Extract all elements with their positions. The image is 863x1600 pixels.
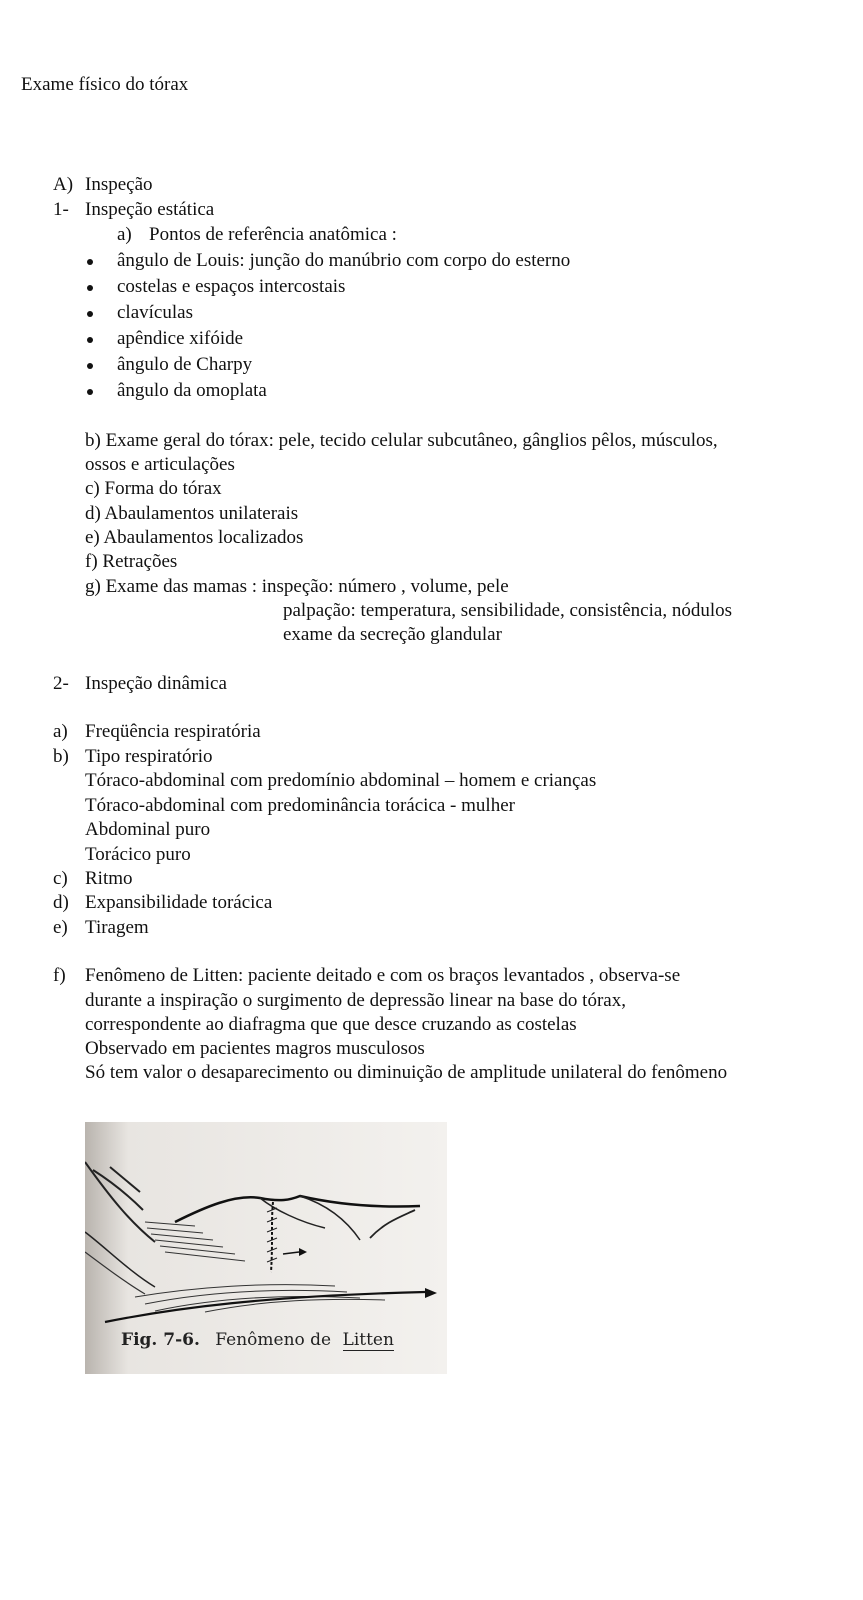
part2-item: Ritmo [85,868,133,889]
part1-item-e: e) Abaulamentos localizados [85,527,304,548]
figure-caption-term: Litten [342,1330,394,1350]
part2-item: Expansibilidade torácica [85,892,273,913]
part1-item-d: d) Abaulamentos unilaterais [85,503,299,524]
bullet-dot [87,285,93,291]
part1-sub-a-marker: a) [117,224,132,245]
litten-text-line: Observado em pacientes magros musculosos [85,1038,425,1059]
part1-label: Inspeção estática [85,199,215,220]
part1-item-g-palpacao: palpação: temperatura, sensibilidade, consistência, nódulos [283,600,732,621]
bullet-item: apêndice xifóide [117,328,244,349]
bullet-item: ângulo de Charpy [117,354,253,375]
bullet-dot [87,259,93,265]
figure-number: Fig. 7-6. [121,1330,200,1350]
part2-item-marker: b) [53,746,69,767]
part2-item-marker: d) [53,892,69,913]
litten-text-line: correspondente ao diafragma que que desce cruzando as costelas [85,1014,577,1035]
bullet-item: costelas e espaços intercostais [117,276,346,297]
page-title: Exame físico do tórax [21,74,189,95]
bullet-dot [87,363,93,369]
part1-item-b: b) Exame geral do tórax: pele, tecido celular subcutâneo, gânglios pêlos, músculos, [85,430,718,451]
bullet-dot [87,389,93,395]
part1-item-g: g) Exame das mamas : inspeção: número , volume, pele [85,576,509,597]
part1-item-c: c) Forma do tórax [85,478,222,499]
figure-caption [121,1330,394,1350]
litten-figure [85,1122,447,1374]
part2-item: Tiragem [85,917,149,938]
figure-caption-text: Fenômeno de [215,1330,332,1350]
part2-item: Tóraco-abdominal com predominância torácica - mulher [85,795,515,816]
section-a-marker: A) [53,174,74,195]
part2-item: Torácico puro [85,844,191,865]
part1-marker: 1- [53,199,69,220]
part2-marker: 2- [53,673,69,694]
part2-item-marker: a) [53,721,68,742]
part2-item: Abdominal puro [85,819,211,840]
part2-item-marker: c) [53,868,68,889]
part1-item-g-secrecao: exame da secreção glandular [283,624,502,645]
part1-item-b-cont: ossos e articulações [85,454,235,475]
part2-item: Tóraco-abdominal com predomínio abdominal – homem e crianças [85,770,597,791]
section-a-label: Inspeção [85,174,153,195]
part1-sub-a-label: Pontos de referência anatômica : [149,224,397,245]
part2-label: Inspeção dinâmica [85,673,227,694]
part2-item-marker: e) [53,917,68,938]
bullet-item: clavículas [117,302,193,323]
litten-text-line: Fenômeno de Litten: paciente deitado e com os braços levantados , observa-se [85,965,681,986]
part1-item-f: f) Retrações [85,551,178,572]
litten-text-line: Só tem valor o desaparecimento ou diminuição de amplitude unilateral do fenômeno [85,1062,728,1083]
part2-item: Tipo respiratório [85,746,213,767]
bullet-item: ângulo de Louis: junção do manúbrio com corpo do esterno [117,250,571,271]
bullet-dot [87,311,93,317]
litten-text-line: durante a inspiração o surgimento de depressão linear na base do tórax, [85,990,626,1011]
part2-item: Freqüência respiratória [85,721,261,742]
bullet-dot [87,337,93,343]
bullet-item: ângulo da omoplata [117,380,267,401]
part2-item-f-marker: f) [53,965,66,986]
